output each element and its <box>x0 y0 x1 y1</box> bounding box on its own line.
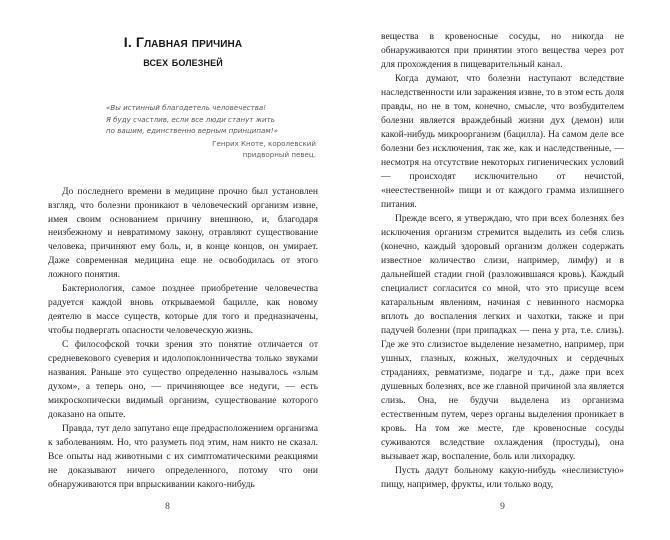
epigraph <box>106 102 316 160</box>
paragraph: Когда думают, что болезни наступают вследствие наследственности или заражения извне, то в этом есть доля правды, но не в том, конечно, смысле, что возбудителем болезни является враждебный жизни дух (демон) или какой-нибудь микроорганизм (бацилла). На самом деле все болезни без исключения, так же, как и наследственные, — несмотря на отсутствие некоторых гигиенических условий — происходят исключительно от нечистой, «неестественной» пищи и от каждого грамма излишнего питания. <box>381 72 624 210</box>
chapter-heading <box>48 30 318 70</box>
paragraph: До последнего времени в медицине прочно был установлен взгляд, что болезни проникают в человеческий организм извне, имея своим основанием причину внешнюю, и, благодаря неизбежному и невратимому закону, отравляют существование человека, причиняют ему боль, и, в конце концов, он умирает. Даже современная медицина еще не освободилась от этого ложного понятия. <box>48 185 318 281</box>
epigraph-attribution-line: придворный певец. <box>242 150 316 160</box>
paragraph: Бактериология, самое позднее приобретение человечества радуется каждой вновь открываемой бацилле, как новому деятелю в массе существ, которые для того и предназначены, чтобы подвергать опасности человеческую жизнь. <box>48 283 318 337</box>
paragraph: Пусть дадут больному какую-нибудь «неслизистую» пищу, например, фрукты, или только воду, <box>381 464 624 490</box>
epigraph-attribution-line: Генрих Кноте, королевский <box>212 138 316 148</box>
left-page-body-text <box>48 185 318 493</box>
page-number-left: 8 <box>165 502 170 512</box>
right-page-body-text <box>381 30 624 491</box>
chapter-heading-line-1: I. Главная причина <box>123 35 243 51</box>
epigraph-attribution <box>106 138 316 161</box>
paragraph: Прежде всего, я утверждаю, что при всех болезнях без исключения организм стремится выделить из себя слизь (конечно, каждый здоровый организм должен содержать известное количество слизи, например, лимфу) и в дальнейшей стадии гной (разложившаяся кровь). Каждый специалист согласится со мной, что это присуще всем катаральным явлениям, начиная с невинного насморка вплоть до воспаления легких и чахотки, также и при падучей болезни (при припадках — пена у рта, т.е. слизь). Где же это слизистое выделение незаметно, например, при ушных, глазных, кожных, желудочных и сердечных страданиях, ревматизме, подагре и т.д., даже при всех душевных болезнях, все же главной причиной зла является слизь. Она, не будучи выделена из организма естественным путем, через органы выделения проникает в кровь. На том же месте, где кровеносные сосуды суживаются вследствие охлаждения (простуды), она вызывает жар, воспаление, боль или лихорадку. <box>381 212 624 462</box>
chapter-heading-line-2: всех болезней <box>143 54 223 69</box>
paragraph: С философской точки зрения это понятие отличается от средневекового суеверия и идолопоклонничества только звуками названия. Раньше это существо определенно называлось «злым духом», а теперь оно, — причиняющее все недуги, — есть микроскопически видимый организм, существование которого доказано на опыте. <box>48 339 318 421</box>
right-page <box>335 0 670 540</box>
page-number-right: 9 <box>500 502 505 512</box>
epigraph-line: по вашим, единственно верным принципам!» <box>106 126 278 136</box>
paragraph: Правда, тут дело запутано еще предрасположением организма к заболеваниям. Но, что разуметь под этим, нам никто не сказал. Все опыты над животными с их симптоматическими реакциями не доказывают ничего определенного, потому что они обнаруживаются при впрыскивании какого-нибудь <box>48 423 318 491</box>
epigraph-line: «Вы истинный благодетель человечества! <box>106 103 267 113</box>
paragraph: вещества в кровеносные сосуды, но никогда не обнаруживаются при принятии этого вещества через рот для прохождения в пищеварительный канал. <box>381 31 624 70</box>
epigraph-line: Я буду счастлив, если все люди станут жить <box>106 114 275 124</box>
